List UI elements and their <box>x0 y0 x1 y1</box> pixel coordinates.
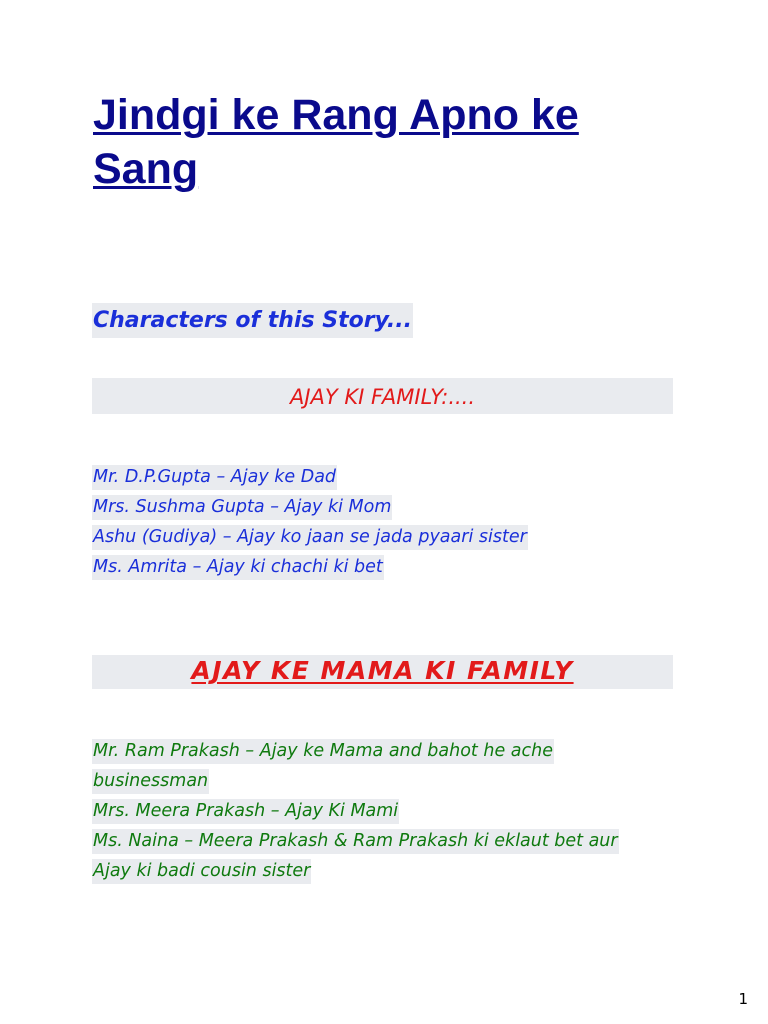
character-entry: Mrs. Meera Prakash – Ajay Ki Mami <box>92 799 399 824</box>
list-item <box>92 552 692 582</box>
mama-family-heading-text: AJAY KE MAMA KI FAMILY <box>191 656 574 685</box>
list-item <box>92 462 692 492</box>
mama-family-heading <box>92 655 673 689</box>
character-entry: Mr. D.P.Gupta – Ajay ke Dad <box>92 465 337 490</box>
page-number: 1 <box>738 990 748 1008</box>
characters-subtitle: Characters of this Story... <box>92 303 413 338</box>
list-item <box>92 492 692 522</box>
document-title: Jindgi ke Rang Apno ke Sang <box>93 91 579 193</box>
character-entry: Mr. Ram Prakash – Ajay ke Mama and bahot he ache businessman <box>92 739 554 794</box>
list-item <box>92 736 652 796</box>
list-item <box>92 826 652 886</box>
character-entry: Ashu (Gudiya) – Ajay ko jaan se jada pyaari sister <box>92 525 528 550</box>
list-item <box>92 796 652 826</box>
character-entry: Ms. Amrita – Ajay ki chachi ki bet <box>92 555 384 580</box>
ajay-family-heading: AJAY KI FAMILY:.... <box>92 378 673 414</box>
character-entry: Mrs. Sushma Gupta – Ajay ki Mom <box>92 495 392 520</box>
ajay-family-list <box>92 462 692 582</box>
character-entry: Ms. Naina – Meera Prakash & Ram Prakash ki eklaut bet aur Ajay ki badi cousin sister <box>92 829 619 884</box>
mama-family-list <box>92 736 652 886</box>
list-item <box>92 522 692 552</box>
